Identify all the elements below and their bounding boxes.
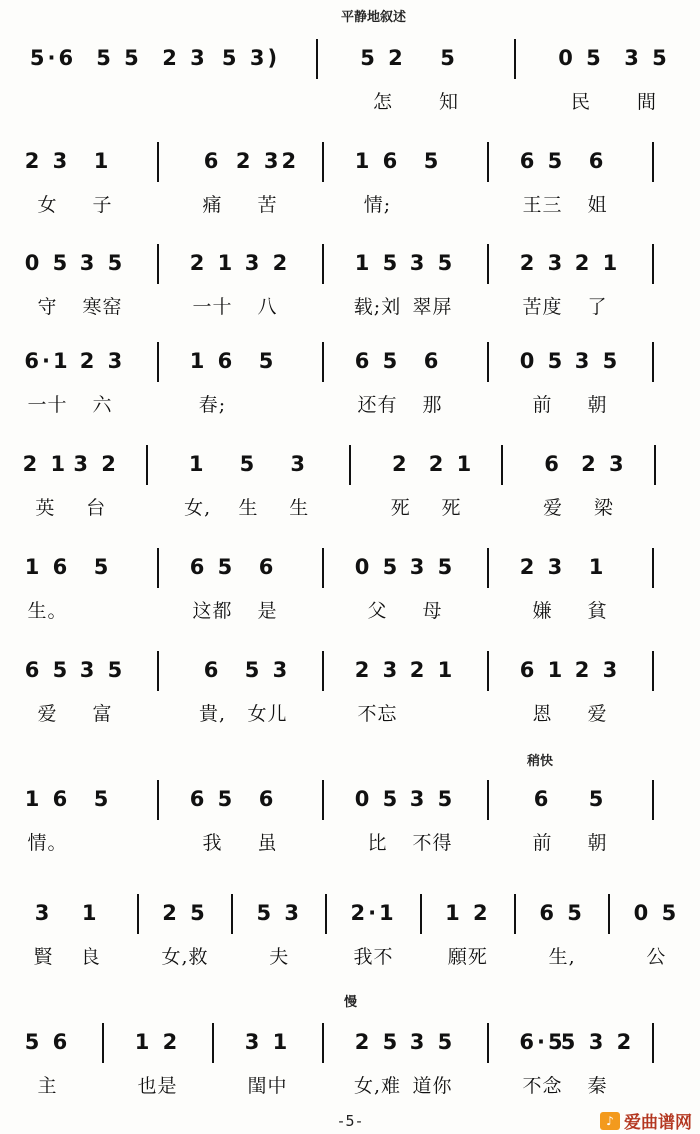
lyric-syllable: 爱 [37, 703, 58, 725]
note-group: 2 3 [581, 452, 627, 476]
lyric-syllable: 一十 [192, 296, 233, 318]
lyrics-row [0, 1073, 700, 1109]
lyric-syllable: 王三 [522, 194, 563, 216]
barline [652, 1023, 654, 1063]
lyric-syllable: 生 [238, 497, 259, 519]
lyric-syllable: 賢 [33, 946, 54, 968]
barline [487, 142, 489, 182]
barline [322, 244, 324, 284]
lyric-syllable: 比 [367, 832, 388, 854]
notes-row [0, 148, 700, 184]
note-group: 1 5 [354, 251, 401, 275]
note-group: 0 5 [354, 787, 401, 811]
lyric-syllable: 台 [86, 497, 107, 519]
note-group: 0 5 [354, 555, 401, 579]
note-group: 6 [588, 149, 607, 173]
lyric-syllable: 女 [37, 194, 58, 216]
barline [102, 1023, 104, 1063]
barline [487, 342, 489, 382]
note-group: 3 5 [409, 787, 456, 811]
notes-row [0, 657, 700, 693]
lyric-syllable: 恩 [532, 703, 553, 725]
lyric-syllable: 女,救 [161, 946, 209, 968]
barline [137, 894, 139, 934]
lyric-syllable: 怎 [372, 91, 394, 113]
lyric-syllable: 間 [636, 91, 658, 113]
note-group: 1 [81, 901, 100, 925]
lyrics-row [0, 294, 700, 330]
note-group: 6 [533, 787, 552, 811]
barline [157, 142, 159, 182]
note-group: 3 5 [624, 46, 670, 70]
note-group: 5 [588, 787, 607, 811]
note-group: 1 6 [24, 787, 71, 811]
note-group: 2 5 [162, 901, 208, 925]
note-group: 5 3 [244, 658, 291, 682]
lyric-syllable: 前 [532, 832, 553, 854]
notes-row [0, 45, 700, 81]
note-group: 6 5 [189, 787, 236, 811]
note-group: 2 32 [235, 149, 300, 173]
note-group: 6 5 [539, 901, 585, 925]
barline [608, 894, 610, 934]
note-group: 6 [258, 787, 277, 811]
lyrics-row [0, 392, 700, 428]
lyric-syllable: 梁 [593, 497, 614, 519]
barline [487, 1023, 489, 1063]
note-group: 1 [588, 555, 607, 579]
note-group: 5 2 [360, 46, 406, 70]
lyric-syllable: 这都 [192, 600, 233, 622]
note-group: 3 [290, 452, 309, 476]
lyric-syllable: 母 [422, 600, 443, 622]
lyric-syllable: 前 [532, 394, 553, 416]
note-group: 6 5 [354, 349, 401, 373]
lyrics-row [0, 598, 700, 634]
barline [652, 142, 654, 182]
lyric-syllable: 一十 [27, 394, 68, 416]
note-group: 0 5 [633, 901, 680, 925]
barline [231, 894, 233, 934]
lyric-syllable: 閨中 [247, 1075, 288, 1097]
lyric-syllable: 我 [202, 832, 223, 854]
note-group: 2·1 [350, 901, 397, 925]
note-group: 5 [258, 349, 277, 373]
note-group: 2 1 [189, 251, 236, 275]
lyric-syllable: 春; [198, 394, 227, 416]
lyric-syllable: 良 [80, 946, 101, 968]
note-group: 3 5 [409, 555, 456, 579]
barline [322, 1023, 324, 1063]
barline [349, 445, 351, 485]
barline [501, 445, 503, 485]
note-group: 2 3 [354, 658, 401, 682]
barline [652, 651, 654, 691]
note-group: 2 1 [574, 251, 621, 275]
note-group: 5 [239, 452, 258, 476]
lyric-syllable: 貴, [198, 703, 227, 725]
lyric-syllable: 死 [390, 497, 411, 519]
note-group: 6 1 [519, 658, 566, 682]
note-group: 5 [93, 555, 112, 579]
barline [322, 780, 324, 820]
note-group: 6 5 [189, 555, 236, 579]
barline [157, 244, 159, 284]
note-group: 1 2 [134, 1030, 181, 1054]
lyric-syllable: 公 [646, 946, 667, 968]
note-group: 2 1 [22, 452, 69, 476]
note-group: 2 3 [24, 149, 71, 173]
lyric-syllable: 不忘 [357, 703, 398, 725]
note-group: 5·6 [29, 46, 77, 70]
lyric-syllable: 还有 [357, 394, 398, 416]
lyric-syllable: 夫 [269, 946, 290, 968]
note-group: 1 [93, 149, 112, 173]
barline [157, 342, 159, 382]
note-group: 3 5 [409, 251, 456, 275]
note-group: 6 [203, 658, 222, 682]
lyric-syllable: 朝 [587, 832, 608, 854]
note-group: 1 [188, 452, 207, 476]
lyric-syllable: 主 [37, 1075, 58, 1097]
lyric-syllable: 願死 [447, 946, 488, 968]
note-group: 6 [544, 452, 562, 476]
note-group: 5 3 [256, 901, 303, 925]
lyric-syllable: 女儿 [247, 703, 288, 725]
lyric-syllable: 情; [363, 194, 392, 216]
lyric-syllable: 父 [367, 600, 388, 622]
lyric-syllable: 貧 [587, 600, 608, 622]
lyric-syllable: 了 [587, 296, 608, 318]
note-group: 3 5 [79, 658, 126, 682]
lyric-syllable: 也是 [137, 1075, 178, 1097]
lyric-syllable: 不得 [412, 832, 453, 854]
lyric-syllable: 虽 [257, 832, 278, 854]
barline [420, 894, 422, 934]
lyric-syllable: 我不 [353, 946, 394, 968]
lyric-syllable: 朝 [587, 394, 608, 416]
note-group: 6 [258, 555, 277, 579]
note-group: 0 5 [519, 349, 566, 373]
lyric-syllable: 守 [37, 296, 58, 318]
note-group: 5 6 [24, 1030, 71, 1054]
note-group: 0 5 [558, 46, 604, 70]
note-group: 1 6 [354, 149, 401, 173]
lyric-syllable: 痛 [202, 194, 223, 216]
music-note-icon: ♪ [600, 1112, 620, 1130]
note-group: 2 3 [519, 251, 566, 275]
note-group: 3 5 [79, 251, 126, 275]
lyrics-row [0, 830, 700, 866]
lyric-syllable: 八 [257, 296, 278, 318]
tempo-marking: 稍快 [527, 754, 554, 769]
lyric-syllable: 姐 [587, 194, 608, 216]
barline [487, 548, 489, 588]
page-number: -5- [336, 1112, 364, 1130]
barline [652, 780, 654, 820]
watermark [600, 1108, 692, 1133]
notes-row [0, 554, 700, 590]
lyric-syllable: 子 [92, 194, 113, 216]
note-group: 5 3) [221, 46, 281, 70]
lyric-syllable: 那 [422, 394, 443, 416]
note-group: 2 1 [428, 452, 475, 476]
watermark-text: 爱曲谱网 [624, 1113, 692, 1133]
tempo-marking: 平静地叙述 [341, 10, 407, 25]
barline [157, 780, 159, 820]
notes-row [0, 250, 700, 286]
lyric-syllable: 苦度 [522, 296, 563, 318]
lyric-syllable: 情。 [27, 832, 68, 854]
note-group: 2 3 [519, 555, 566, 579]
barline [212, 1023, 214, 1063]
barline [322, 651, 324, 691]
note-group: 6 5 [24, 658, 71, 682]
barline [325, 894, 327, 934]
lyric-syllable: 是 [257, 600, 278, 622]
note-group: 5 3 2 [560, 1030, 635, 1054]
lyric-syllable: 生。 [27, 600, 68, 622]
note-group: 3 5 [409, 1030, 456, 1054]
lyric-syllable: 六 [92, 394, 113, 416]
lyrics-row [0, 495, 700, 531]
barline [487, 651, 489, 691]
lyric-syllable: 不念 [522, 1075, 563, 1097]
lyric-syllable: 嫌 [532, 600, 553, 622]
note-group: 2 3 [79, 349, 126, 373]
lyrics-row [0, 701, 700, 737]
tempo-marking: 慢 [344, 995, 358, 1010]
note-group: 6·5 [519, 1030, 566, 1054]
note-group: 6 5 [519, 149, 566, 173]
lyric-syllable: 爱 [543, 497, 564, 519]
note-group: 0 5 [24, 251, 71, 275]
lyrics-row [0, 192, 700, 228]
notes-row [0, 786, 700, 822]
note-group: 2 5 [354, 1030, 401, 1054]
notes-row [0, 451, 700, 487]
lyric-syllable: 民 [570, 91, 592, 113]
barline [652, 342, 654, 382]
barline [146, 445, 148, 485]
lyrics-row [0, 944, 700, 980]
notes-row [0, 348, 700, 384]
note-group: 2 [391, 452, 410, 476]
note-group: 6 [203, 149, 222, 173]
barline [157, 651, 159, 691]
note-group: 5 [93, 787, 112, 811]
barline [487, 244, 489, 284]
lyric-syllable: 知 [438, 91, 460, 113]
lyric-syllable: 秦 [587, 1075, 608, 1097]
lyric-syllable: 寒窑 [82, 296, 123, 318]
notes-row [0, 900, 700, 936]
lyric-syllable: 苦 [257, 194, 278, 216]
barline [316, 39, 318, 79]
lyric-syllable: 富 [92, 703, 113, 725]
barline [322, 342, 324, 382]
note-group: 5 [440, 46, 458, 70]
barline [322, 548, 324, 588]
note-group: 6 [423, 349, 442, 373]
lyric-syllable: 生, [548, 946, 576, 968]
note-group: 3 2 [73, 452, 119, 476]
lyric-syllable: 生 [289, 497, 310, 519]
barline [652, 548, 654, 588]
barline [157, 548, 159, 588]
note-group: 5 [423, 149, 442, 173]
barline [514, 39, 516, 79]
lyric-syllable: 死 [441, 497, 462, 519]
barline [322, 142, 324, 182]
lyric-syllable: 载;刘 [353, 296, 402, 318]
note-group: 3 [34, 901, 53, 925]
note-group: 3 1 [244, 1030, 291, 1054]
note-group: 3 2 [244, 251, 291, 275]
barline [654, 445, 656, 485]
lyric-syllable: 爱 [587, 703, 608, 725]
barline [514, 894, 516, 934]
lyric-syllable: 道你 [412, 1075, 453, 1097]
note-group: 2 3 [574, 658, 621, 682]
barline [652, 244, 654, 284]
lyrics-row [0, 89, 700, 125]
notes-row [0, 1029, 700, 1065]
lyric-syllable: 女,难 [353, 1075, 402, 1097]
lyric-syllable: 翠屏 [412, 296, 453, 318]
note-group: 2 1 [409, 658, 456, 682]
note-group: 2 3 [162, 46, 208, 70]
lyric-syllable: 英 [35, 497, 56, 519]
note-group: 1 6 [24, 555, 71, 579]
note-group: 1 6 [189, 349, 236, 373]
note-group: 5 5 [96, 46, 142, 70]
note-group: 6·1 [24, 349, 71, 373]
note-group: 1 2 [445, 901, 491, 925]
lyric-syllable: 女, [184, 497, 212, 519]
barline [487, 780, 489, 820]
note-group: 3 5 [574, 349, 621, 373]
